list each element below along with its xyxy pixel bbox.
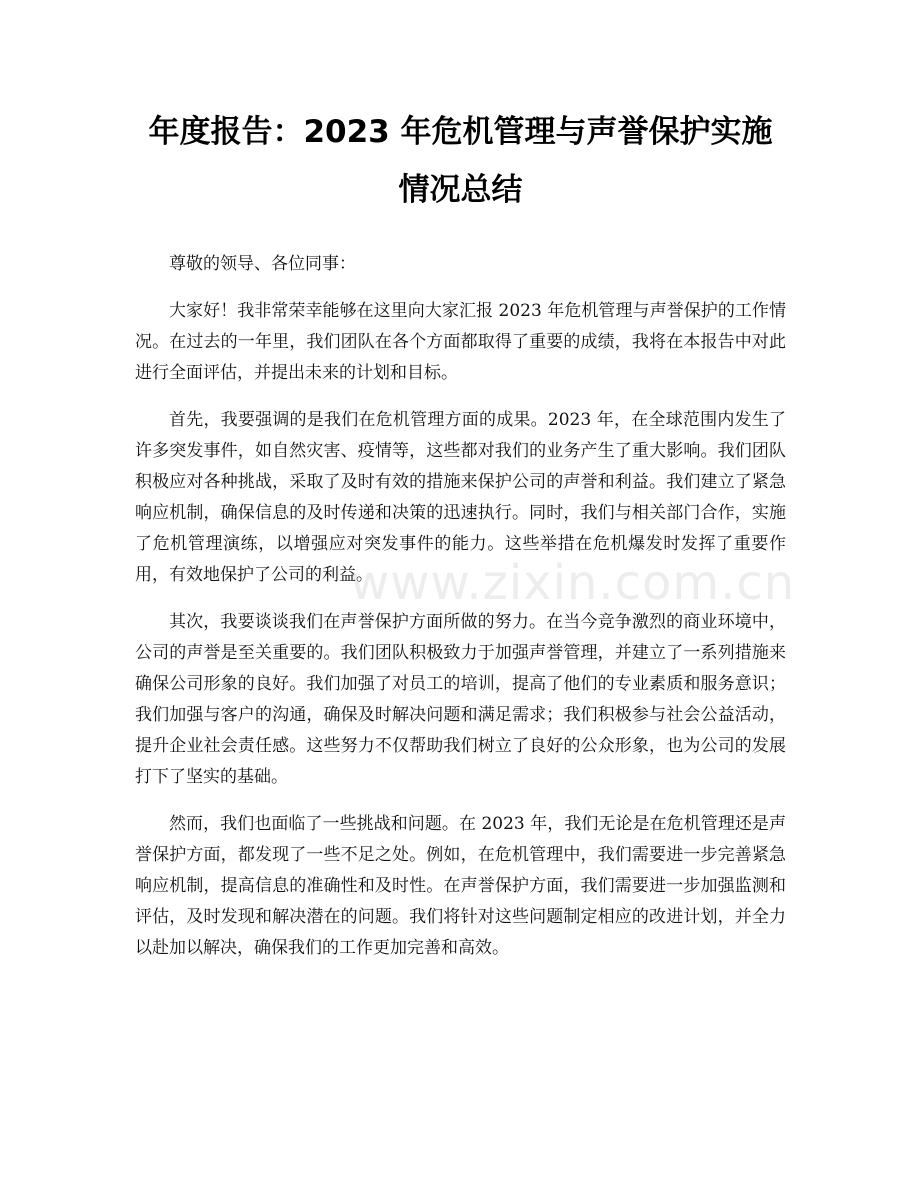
paragraph-4: 然而，我们也面临了一些挑战和问题。在 2023 年，我们无论是在危机管理还是声誉保护方面，都发现了一些不足之处。例如，在危机管理中，我们需要进一步完善紧急响应机制，提高信息的准确性和及时性。在声誉保护方面，我们需要进一步加强监测和评估，及时发现和解决潜在的问题。我们将针对这些问题制定相应的改进计划，并全力以赴加以解决，确保我们的工作更加完善和高效。 (135, 814, 786, 958)
watermark: www.zixin.com.cn (350, 555, 796, 611)
paragraph-1: 大家好！我非常荣幸能够在这里向大家汇报 2023 年危机管理与声誉保护的工作情况。在过去的一年里，我们团队在各个方面都取得了重要的成绩，我将在本报告中对此进行全面评估，并提出未来的计划和目标。 (135, 301, 786, 383)
page-title (135, 0, 786, 219)
title-line-2: 情况总结 (398, 172, 523, 208)
paragraph-3: 其次，我要谈谈我们在声誉保护方面所做的努力。在当今竞争激烈的商业环境中，公司的声誉是至关重要的。我们团队积极致力于加强声誉管理，并建立了一系列措施来确保公司形象的良好。我们加强了对员工的培训，提高了他们的专业素质和服务意识；我们加强与客户的沟通，确保及时解决问题和满足需求；我们积极参与社会公益活动，提升企业社会责任感。这些努力不仅帮助我们树立了良好的公众形象，也为公司的发展打下了坚实的基础。 (135, 612, 786, 787)
paragraph-2: 首先，我要强调的是我们在危机管理方面的成果。2023 年，在全球范围内发生了许多突发事件，如自然灾害、疫情等，这些都对我们的业务产生了重大影响。我们团队积极应对各种挑战，采取了及时有效的措施来保护公司的声誉和利益。我们建立了紧急响应机制，确保信息的及时传递和决策的迅速执行。同时，我们与相关部门合作，实施了危机管理演练，以增强应对突发事件的能力。这些举措在危机爆发时发挥了重要作用，有效地保护了公司的利益。 (135, 410, 786, 585)
title-line-1: 年度报告：2023 年危机管理与声誉保护实施 (148, 114, 773, 150)
salutation: 尊敬的领导、各位同事： (169, 254, 356, 274)
